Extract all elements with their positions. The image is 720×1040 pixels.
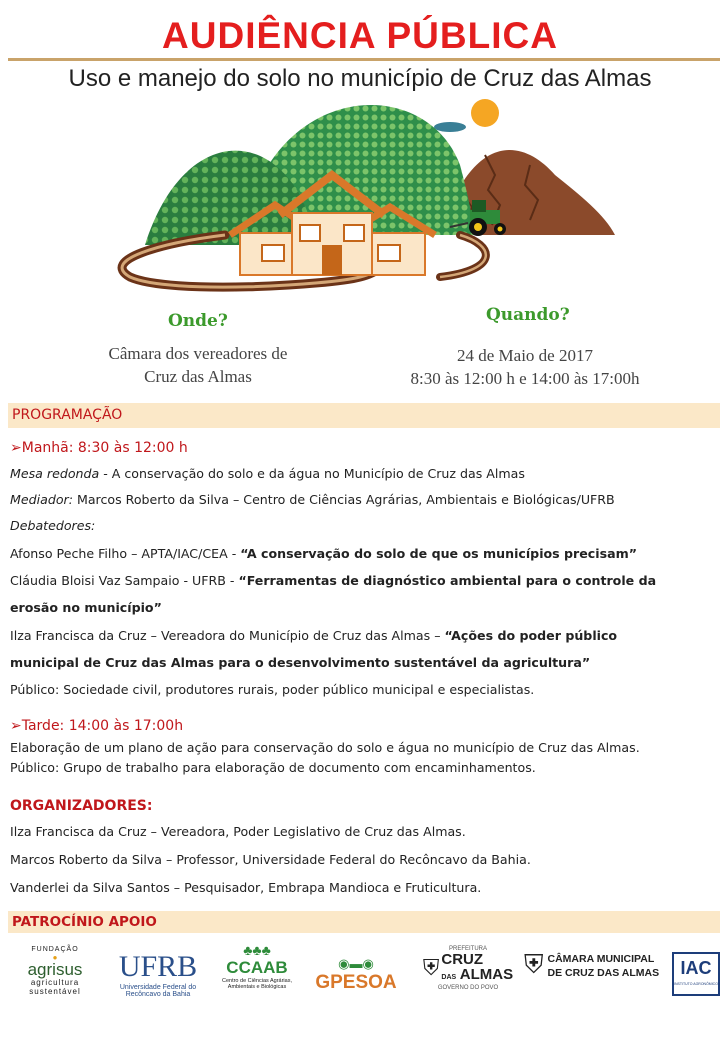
camara-logo: [524, 950, 664, 981]
when-label: Quando?: [486, 305, 570, 325]
agrisus-sun-icon: ●: [52, 953, 58, 962]
when-line-2: 8:30 às 12:00 h e 14:00 às 17:00h: [410, 369, 640, 388]
afternoon-title: ➢Tarde: 14:00 às 17:00h: [10, 718, 184, 734]
tractor-icon: ◉▬◉: [338, 956, 374, 971]
prefeitura-mark: [422, 952, 514, 985]
morning-title: ➢Manhã: 8:30 às 12:00 h: [10, 440, 188, 456]
crest-icon: ⛨: [422, 956, 440, 981]
mesa-redonda: Mesa redonda - A conservação do solo e da água no Município de Cruz das Almas: [10, 466, 525, 481]
title-divider: [8, 58, 720, 61]
patrocinio-heading: PATROCÍNIO APOIO: [8, 911, 720, 933]
landscape-illustration: [100, 95, 620, 305]
sun-icon: [471, 99, 499, 127]
iac-logo: IAC INSTITUTO AGRONÔMICO: [672, 952, 720, 996]
publico-afternoon: Público: Grupo de trabalho para elaboração de documento com encaminhamentos.: [10, 760, 536, 775]
organizador-2: Marcos Roberto da Silva – Professor, Universidade Federal do Recôncavo da Bahia.: [10, 852, 531, 867]
mediador: Mediador: Marcos Roberto da Silva – Centro de Ciências Agrárias, Ambientais e Biológicas/UFRB: [10, 492, 615, 507]
debatedor-3-cont: municipal de Cruz das Almas para o desenvolvimento sustentável da agricultura”: [10, 655, 591, 670]
page-subtitle: Uso e manejo do solo no município de Cruz das Almas: [68, 65, 652, 92]
debatedor-2-cont: erosão no município”: [10, 600, 162, 615]
arrow-icon: ➢: [10, 440, 22, 456]
where-label: Onde?: [168, 311, 228, 331]
ccaab-logo: ♣♣♣ CCAAB Centro de Ciências Agrárias, Ambientais e Biológicas: [218, 942, 296, 990]
debatedor-1: Afonso Peche Filho – APTA/IAC/CEA - “A conservação do solo de que os municípios precisam”: [10, 546, 637, 561]
palm-trees-icon: ♣♣♣: [243, 942, 271, 958]
agrisus-logo: FUNDAÇÃO ● agrisus agricultura sustentável: [20, 946, 90, 996]
ufrb-logo: UFRB Universidade Federal do Recôncavo da Bahia: [118, 950, 198, 998]
debatedores-label: Debatedores:: [10, 518, 96, 533]
page-title: AUDIÊNCIA PÚBLICA: [162, 15, 558, 56]
arrow-icon: ➢: [10, 718, 22, 734]
sponsor-logos: [14, 940, 720, 1020]
where-line-1: Câmara dos vereadores de: [108, 344, 288, 363]
camara-name: CÂMARA MUNICIPAL DE CRUZ DAS ALMAS: [547, 952, 660, 979]
organizador-3: Vanderlei da Silva Santos – Pesquisador, Embrapa Mandioca e Fruticultura.: [10, 880, 482, 895]
prefeitura-name: CRUZ DAS ALMAS: [441, 951, 514, 983]
organizadores-section: [10, 794, 715, 902]
cloud-icon: [434, 122, 466, 132]
organizador-1: Ilza Francisca da Cruz – Vereadora, Poder Legislativo de Cruz das Almas.: [10, 824, 466, 839]
where-line-2: Cruz das Almas: [144, 367, 252, 386]
program-morning: [10, 436, 715, 704]
afternoon-text: Elaboração de um plano de ação para conservação do solo e água no município de Cruz das Almas.: [10, 740, 640, 755]
crest-icon: ⛨: [524, 950, 544, 980]
program-afternoon: [10, 714, 715, 778]
organizadores-heading: ORGANIZADORES:: [10, 798, 153, 814]
where-text: [70, 342, 326, 388]
when-text: [360, 344, 690, 390]
publico-morning: Público: Sociedade civil, produtores rurais, poder público municipal e especialistas.: [10, 682, 535, 697]
debatedor-3: Ilza Francisca da Cruz – Vereadora do Município de Cruz das Almas – “Ações do poder público: [10, 628, 618, 643]
programacao-heading: PROGRAMAÇÃO: [8, 403, 720, 428]
debatedor-2: Cláudia Bloisi Vaz Sampaio - UFRB - “Ferramentas de diagnóstico ambiental para o controle da: [10, 573, 657, 588]
gpesoa-logo: ◉▬◉ GPESOA: [306, 956, 406, 994]
when-line-1: 24 de Maio de 2017: [457, 346, 593, 365]
prefeitura-logo: PREFEITURA ⛨ CRUZ DAS ALMAS GOVERNO DO POVO: [422, 946, 514, 991]
